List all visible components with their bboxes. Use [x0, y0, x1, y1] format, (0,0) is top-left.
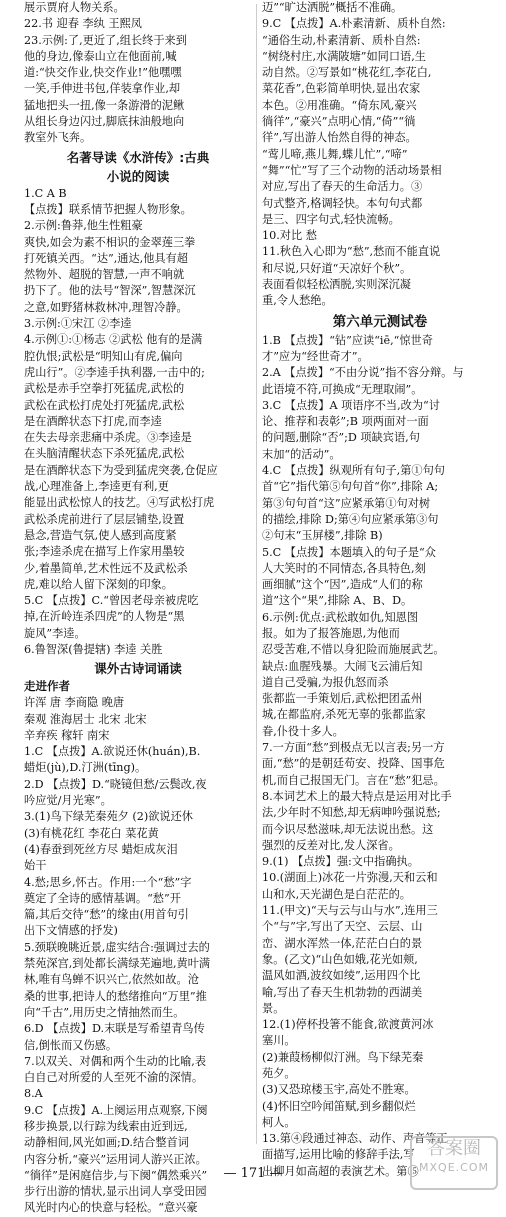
text-line: 9.(1) 【点拨】强:文中指确执。 [262, 855, 419, 869]
text-line: 能显出武松惊人的技艺。④写武松打虎 [24, 496, 215, 510]
text-line: 展示贾府人物关系。 [24, 1, 125, 14]
text-line: 11.(甲文)“天与云与山与水”,连用三 [262, 904, 438, 918]
text-line: 菜花香”,色彩简单明快,显出农家 [262, 82, 421, 96]
text-line: 对应,写出了春天的生命活力。③ [262, 180, 423, 194]
text-line: 8.A [24, 1087, 43, 1101]
text-line: 个“与”字,写出了天空、云层、山 [262, 920, 423, 934]
text-line: 林,唯有鸟蝉不识兴亡,依然如故。沧 [24, 973, 199, 987]
text-line: 2.D 【点拨】D.“晓镜但愁/云鬓改,夜 [24, 777, 207, 791]
text-line: 10.(湖面上)冰花一片弥漫,天和云和 [262, 871, 438, 885]
text-line: 重,令人愁绝。 [262, 294, 333, 308]
text-line: (2)兼葭杨柳似汀洲。鸟下绿芜秦 [262, 1050, 424, 1064]
text-line: 5.颈联晚眺近景,虚实结合:强调过去的 [24, 940, 210, 954]
text-line: 秦观 淮海居士 北宋 北宋 [24, 712, 147, 726]
text-line: 向“千古”,用历史之情抽然而生。 [24, 1005, 185, 1019]
text-line: (4)春蚕到死丝方尽 蜡炬成灰泪 [24, 842, 178, 856]
text-line: 道”这个“果”,排除 A、B、D。 [262, 594, 413, 608]
column-divider [256, 4, 257, 1144]
text-line: 句式整齐,格调轻快。本句句式都 [262, 196, 423, 210]
text-line: 桑的世事,把诗人的愁绪推向“万里”推 [24, 989, 207, 1003]
text-line: 出下文情感的抒发) [24, 924, 118, 938]
text-line: 1.B 【点拨】“钻”应读“iē,“惊世奇 [262, 333, 433, 347]
text-line: 移步换景,以行踪为线索由近到远, [24, 1120, 188, 1133]
text-line: 动静相间,风光如画;D.结合整首词 [24, 1136, 189, 1150]
text-line: 徜徉”,“豪兴”点明心情,“倚”“徜 [262, 115, 416, 129]
text-line: “徜徉”是闲庭信步,与下阕“偶然乘兴” [24, 1168, 208, 1182]
text-line: 爽快,如会为素不相识的金翠莲三拳 [24, 235, 196, 249]
text-line: (4)怀旧空吟闻笛赋,到乡翻似烂 [262, 1099, 416, 1113]
text-line: 许浑 唐 李商隐 晚唐 [24, 696, 125, 710]
text-line: 面描写,运用比喻的修辞手法,写 [262, 1148, 415, 1162]
right-column [262, 0, 498, 1180]
text-line: 【点拨】联系情节把握人物形象。 [24, 202, 192, 216]
text-line: 2.示例:鲁莽,他生性粗豪 [24, 219, 143, 233]
text-line: 10.对比 愁 [262, 229, 317, 243]
text-line: 悬念,营造气氛,使人感到高度紧 [24, 528, 177, 542]
text-line: 强烈的反差对比,发人深省。 [262, 838, 400, 852]
text-line: 蜡炬(jù),D.汀洲(tīng)。 [24, 761, 147, 775]
section-heading: 名著导读《水浒传》:古典 [66, 149, 210, 165]
text-line: 2.A 【点拨】“不由分说”指不容分辩。与 [262, 366, 464, 380]
text-line: 4.C 【点拨】纵观所有句子,第①句句 [262, 464, 445, 478]
text-line: 才”应为“经世奇才”。 [262, 349, 369, 363]
watermark-url: MXQE.COM [419, 1161, 489, 1174]
text-line: 6.示例:优点:武松敢如仇,知恩图 [262, 610, 419, 624]
text-line: 塞川。 [262, 1034, 296, 1048]
text-line: 忍受苦难,不惜以身犯险而施展武艺。 [262, 643, 445, 657]
watermark-logo [410, 1136, 498, 1190]
text-line: 3.示例:①宋江 ②李逵 [24, 317, 132, 331]
text-line: 虎山行”。②李逵手执利器,一击中的; [24, 365, 205, 379]
text-line: 迈”“旷达洒脱”概括不准确。 [262, 1, 403, 14]
text-line: 风光时内心的快意与轻松。“意兴豪 [24, 1201, 198, 1215]
text-line: 23.示例:了,更近了,组长终于来到 [24, 33, 187, 47]
text-line: 吟应觉/月光寒”。 [24, 794, 112, 808]
text-line: 道自己受骗,为报仇怒而杀 [262, 675, 389, 689]
text-line: 辛弃疾 稼轩 南宋 [24, 728, 110, 742]
text-line: 表面看似轻松洒脱,实则深沉凝 [262, 278, 411, 292]
text-line: 6.D 【点拨】D.末联是写希望青鸟传 [24, 1022, 205, 1036]
text-line: 张;李逵杀虎在描写上作家用墨较 [24, 545, 185, 559]
text-line: 山和水,天光湖色是白茫茫的。 [262, 887, 411, 901]
text-line: 论、推荐和表彰”;B 项两面对一面 [262, 415, 429, 429]
text-line: 象。(乙文)“山色如娥,花光如颊, [262, 952, 418, 966]
section-heading: 第六单元测试卷 [332, 313, 428, 330]
text-line: “通俗生动,朴素清新、质朴自然: [262, 33, 421, 47]
text-line: 温风如酒,波纹如绫”,运用四个比 [262, 969, 421, 983]
text-line: 禁苑深宫,到处都长满绿芜遍地,黄叶满 [24, 957, 211, 971]
text-line: 苑夕。 [262, 1067, 296, 1080]
text-line: ②句末“玉屏楼”,排除 B) [262, 529, 383, 543]
text-line: 是三、四字句式,轻快流畅。 [262, 212, 400, 226]
text-line: 武松是赤手空拳打死猛虎,武松的 [24, 382, 185, 396]
text-line: 峦、湖水浑然一体,茫茫白白的景 [262, 936, 423, 950]
text-line: 城,在都监府,杀死无辜的张都监家 [262, 708, 426, 722]
left-column [24, 0, 252, 1217]
text-line: 一笑,手伸进书包,佯装拿作业,却 [24, 82, 181, 96]
text-line: 13.第④段通过神态、动作、声音等正 [262, 1132, 448, 1146]
text-line: 眷,仆役十多人。 [262, 724, 344, 738]
text-line: 5.C 【点拨】C.“曾因老母亲被虎吃 [24, 594, 199, 608]
text-line: 末加“的活动”。 [262, 447, 341, 461]
text-line: 然物外、超脱的智慧,一声不响就 [24, 268, 185, 282]
text-line: 人大笑时的不同情态,各具特色,刻 [262, 561, 426, 575]
text-line: 4.愁;思乡,怀古。作用:一个“愁”字 [24, 875, 192, 889]
text-line: 报。如为了报答施恩,为他而 [262, 626, 400, 640]
text-line: 少,着墨简单,艺术性远不及武松杀 [24, 561, 188, 575]
text-line: 柯人。 [262, 1115, 296, 1129]
text-line: 是在酒醉状态下为受到猛虎突袭,仓促应 [24, 463, 218, 477]
text-line: 徉”,写出游人怡然自得的神态。 [262, 131, 417, 145]
text-line: 旋风”李逵。 [24, 626, 86, 640]
text-line: 面,“愁”的是朝廷苟安、投降、国事危 [262, 757, 445, 771]
text-line: 篇,其后交待“愁”的缘由(用首句引 [24, 908, 189, 922]
text-line: 而今识尽愁滋味,却无法说出愁。这 [262, 822, 434, 836]
text-line: 猛地把头一扭,像一条游滑的泥鳅 [24, 98, 185, 112]
text-line: 教室外飞奔。 [24, 131, 92, 145]
text-line: 信,倒怅而又伤感。 [24, 1038, 118, 1052]
text-line: “莺儿啼,燕儿舞,蝶儿忙”,“啼” [262, 147, 408, 161]
text-line: 7.以双关、对偶和两个生动的比喻,表 [24, 1054, 207, 1068]
text-line: 喻,写出了春天生机勃勃的西湖美 [262, 985, 423, 999]
text-line: (3)又恐琼楼玉宇,高处不胜寒。 [262, 1083, 416, 1097]
text-line: 武松杀虎前进行了层层铺垫,设置 [24, 512, 185, 526]
text-line: 步行出游的情状,显示出词人享受田园 [24, 1185, 207, 1199]
text-line: 3.(1)鸟下绿芜秦苑夕 (2)欲说还休 [24, 810, 193, 824]
page-number: — 171 — [223, 1166, 283, 1181]
text-line: 6.鲁智深(鲁提辖) 李逵 关胜 [24, 642, 163, 656]
section-heading: 走进作者 [24, 679, 70, 694]
text-line: 12.(1)停杯投箸不能食,欲渡黄河冰 [262, 1018, 434, 1032]
text-line: 武松在武松打虎处打死猛虎,武松 [24, 398, 185, 412]
text-line: 22.书 迎春 李纨 王熙凤 [24, 17, 142, 31]
text-line: 在失去母亲悲痛中杀虎。③李逵是 [24, 431, 192, 445]
text-line: 机,而自己报国无门。言在“愁”犯忌。 [262, 773, 445, 787]
text-line: 奠定了全诗的感情基调。“愁”开 [24, 891, 181, 905]
text-line: (3)有桃花红 李花白 菜花黄 [24, 826, 159, 840]
text-line: 腔仇恨;武松是“明知山有虎,偏向 [24, 349, 183, 363]
text-line: 在头脑清醒状态下杀死猛虎,武松 [24, 447, 185, 461]
text-line: 战,心理准备上,李逵更有利,更 [24, 480, 169, 494]
text-line: 的问题,删除“否”;D 项缺宾语,句 [262, 431, 420, 445]
text-line: 扔下了。他的法号“智深”,智慧深沉 [24, 284, 196, 298]
text-line: 1.C 【点拨】A.欲说还休(huán),B. [24, 745, 201, 759]
text-line: 打死镇关西。“达”,通达,他具有超 [24, 251, 188, 265]
text-line: 虎,难以给人留下深刻的印象。 [24, 577, 173, 591]
text-line: 始干 [24, 859, 47, 873]
text-line: 缺点:血腥残暴。大闹飞云浦后知 [262, 659, 423, 673]
section-heading: 课外古诗词诵读 [94, 661, 182, 677]
text-line: 之意,如野猪林救林冲,理智冷静。 [24, 300, 188, 314]
text-line: 4.示例①:①杨志 ②武松 他有的是满 [24, 333, 203, 347]
text-line: 1.C A B [24, 186, 67, 200]
text-line: 本色。②用准确。“倚东风,豪兴 [262, 98, 417, 112]
text-line: 第③句句首“这”应紧承第①句对树 [262, 496, 431, 510]
text-line: 3.C 【点拨】A 项语序不当,改为“讨 [262, 398, 440, 412]
section-heading: 小说的阅读 [106, 168, 170, 184]
text-line: 11.秋色入心即为“愁”,愁而不能直说 [262, 245, 441, 259]
text-line: 7.一方面“愁”到极点无以言表;另一方 [262, 741, 445, 755]
text-line: 景。 [262, 1001, 285, 1015]
watermark-title: 答案圈 [427, 1138, 481, 1159]
text-line: 和尽说,只好道“天凉好个秋”。 [262, 261, 412, 275]
text-line: 出柳月如高超的表演艺术。第⑮ [262, 1164, 419, 1178]
text-line: 法,少年时不知愁,却无病呻吟强说愁; [262, 806, 441, 820]
text-line: 首“它”指代第⑤句句首“你”,排除 A; [262, 480, 439, 494]
text-line: 道:“快交作业,快交作业!”他嘿嘿 [24, 66, 182, 80]
text-line: 白自己对所爱的人至死不渝的深情。 [24, 1071, 204, 1085]
text-line: 他的身边,像泰山立在他面前,喊 [24, 49, 177, 63]
text-line: 此语境不符,可换成“无理取闹”。 [262, 382, 423, 396]
text-line: 张都监一手策划后,武松把团孟州 [262, 692, 423, 706]
text-line: 8.本词艺术上的最大特点是运用对比手 [262, 789, 452, 803]
text-line: 从组长身边闪过,脚底抹油般地向 [24, 115, 185, 129]
text-line: 内容分析,“豪兴”运用词人游兴正浓。 [24, 1152, 207, 1166]
text-line: 掉,在沂岭连杀四虎”的人物是“黑 [24, 610, 185, 624]
text-line: “舞”“忙”写了三个动物的活动场景相 [262, 163, 442, 177]
text-line: “树绕村庄,水满陂塘”如同口语,生 [262, 49, 426, 63]
text-line: 5.C 【点拨】本题填入的句子是“众 [262, 545, 436, 559]
text-line: 9.C 【点拨】A.上阕运用点观察,下阕 [24, 1103, 208, 1117]
text-line: 9.C 【点拨】A.朴素清新、质朴自然: [262, 17, 446, 31]
text-line: 的描绘,排除 D;第④句应紧承第③句 [262, 512, 439, 526]
text-line: 画细腻”这个“因”,造成“人们的称 [262, 578, 423, 592]
text-line: 是在酒醉状态下打虎,而李逵 [24, 414, 162, 428]
text-line: 动自然。②写景如“桃花红,李花白, [262, 66, 432, 80]
